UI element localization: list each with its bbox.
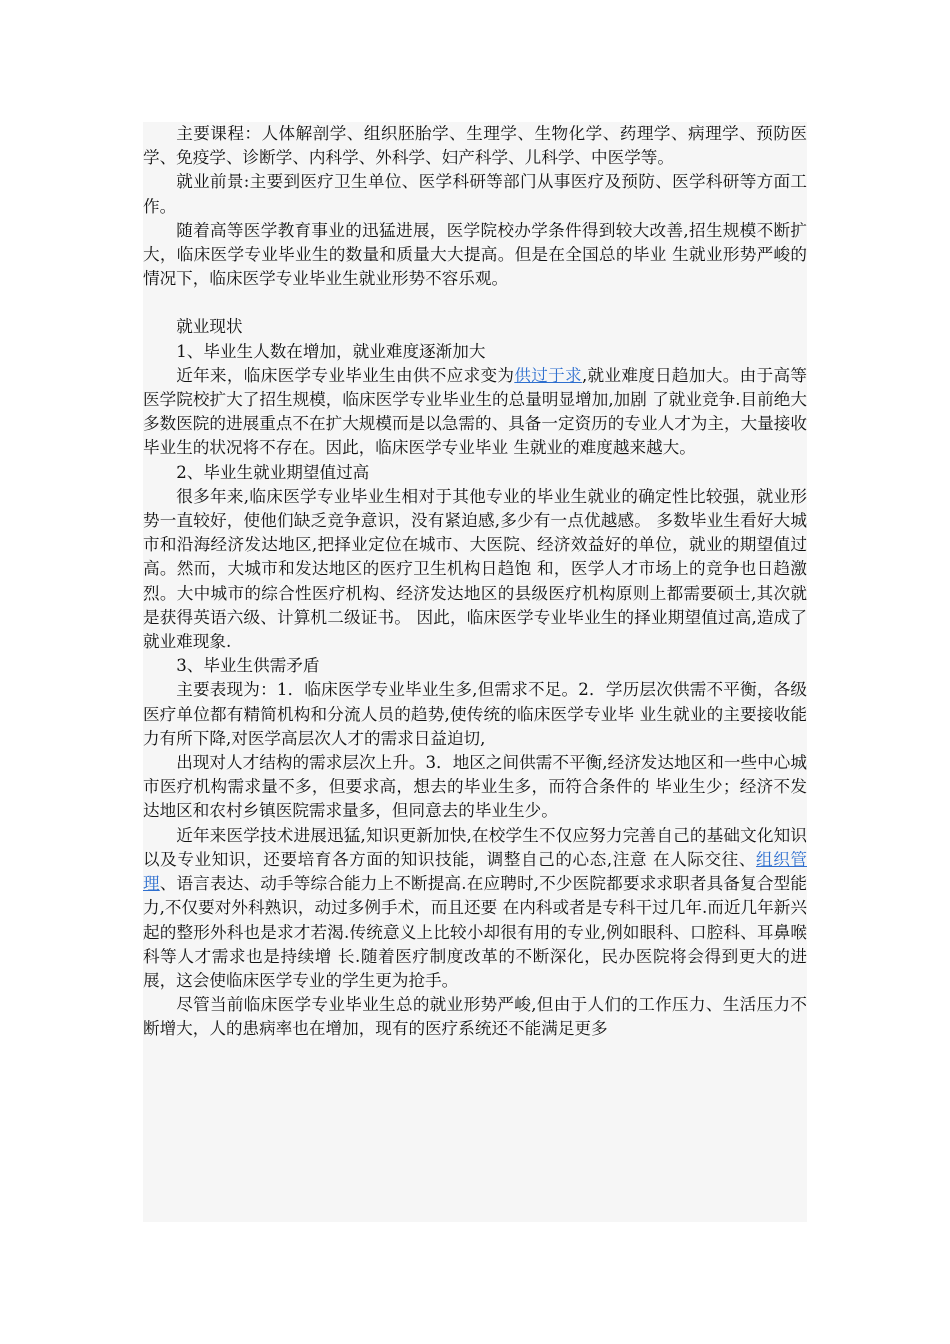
paragraph-skills <box>143 824 807 993</box>
paragraph-courses: 主要课程：人体解剖学、组织胚胎学、生理学、生物化学、药理学、病理学、预防医学、免疫学、诊断学、内科学、外科学、妇产科学、儿科学、中医学等。 <box>143 124 807 168</box>
paragraph-skills-text-a: 近年来医学技术进展迅猛,知识更新加快,在校学生不仅应努力完善自己的基础文化知识以及专业知识，还要培育各方面的知识技能，调整自己的心态,注意 在人际交往、 <box>143 825 807 869</box>
paragraph-supply-text-b: ,就业难度日趋加大。由于高等医学院校扩大了招生规模，临床医学专业毕业生的总量明显增加,加剧 了就业竞争.目前绝大多数医院的进展重点不在扩大规模而是以急需的、具备一定资历的专业人才为主，大量接收毕业生的状况将不存在。因此，临床医学专业毕业 生就业的难度越来越大。 <box>143 365 807 458</box>
paragraph-skills-text-b: 、语言表达、动手等综合能力上不断提高.在应聘时,不少医院都要求求职者具备复合型能力,不仅要对外科熟识，动过多例手术，而且还要 在内科或者是专科干过几年.而近几年新兴起的整形外科也是求才若渴.传统意义上比较小却很有用的专业,例如眼科、口腔科、耳鼻喉科等人才需求也是持续增 长.随着医疗制度改革的不断深化，民办医院将会得到更大的进展，这会使临床医学专业的学生更为抢手。 <box>143 874 807 990</box>
heading-1: 1、毕业生人数在增加，就业难度逐渐加大 <box>176 341 486 361</box>
heading-2: 2、毕业生就业期望值过高 <box>176 462 370 482</box>
paragraph-outlook: 尽管当前临床医学专业毕业生总的就业形势严峻,但由于人们的工作压力、生活压力不断增大，人的患病率也在增加，现有的医疗系统还不能满足更多 <box>143 995 807 1039</box>
paragraph-structure: 出现对人才结构的需求层次上升。3．地区之间供需不平衡,经济发达地区和一些中心城市医疗机构需求量不多，但要求高，想去的毕业生多，而符合条件的 毕业生少；经济不发达地区和农村乡镇医院需求量多，但同意去的毕业生少。 <box>143 753 807 821</box>
paragraph-supply <box>143 364 807 461</box>
paragraph-overview: 随着高等医学教育事业的迅猛进展，医学院校办学条件得到较大改善,招生规模不断扩大，临床医学专业毕业生的数量和质量大大提高。但是在全国总的毕业 生就业形势严峻的情况下，临床医学专业毕业生就业形势不容乐观。 <box>143 220 807 289</box>
paragraph-expectations: 很多年来,临床医学专业毕业生相对于其他专业的毕业生就业的确定性比较强，就业形势一直较好，使他们缺乏竞争意识，没有紧迫感,多少有一点优越感。 多数毕业生看好大城市和沿海经济发达地区,把择业定位在城市、大医院、经济效益好的单位，就业的期望值过高。然而，大城市和发达地区的医疗卫生机构日趋饱 和，医学人才市场上的竞争也日趋激烈。大中城市的综合性医疗机构、经济发达地区的县级医疗机构原则上都需要硕士,其次就是获得英语六级、计算机二级证书。 因此，临床医学专业毕业生的择业期望值过高,造成了就业难现象. <box>143 486 807 652</box>
paragraph-supply-text-a: 近年来，临床医学专业毕业生由供不应求变为 <box>176 365 515 385</box>
heading-3: 3、毕业生供需矛盾 <box>176 656 320 676</box>
paragraph-prospects: 就业前景:主要到医疗卫生单位、医学科研等部门从事医疗及预防、医学科研等方面工作。 <box>143 172 807 216</box>
paragraph-demand: 主要表现为：1．临床医学专业毕业生多,但需求不足。2．学历层次供需不平衡，各级医疗单位都有精简机构和分流人员的趋势,使传统的临床医学专业毕 业生就业的主要接收能力有所下降,对医学高层次人才的需求日益迫切, <box>143 680 807 748</box>
link-oversupply[interactable]: 供过于求 <box>514 365 582 385</box>
section-title: 就业现状 <box>176 317 243 337</box>
document-body <box>143 122 807 1222</box>
link-org-management[interactable]: 组织管理 <box>143 849 807 894</box>
